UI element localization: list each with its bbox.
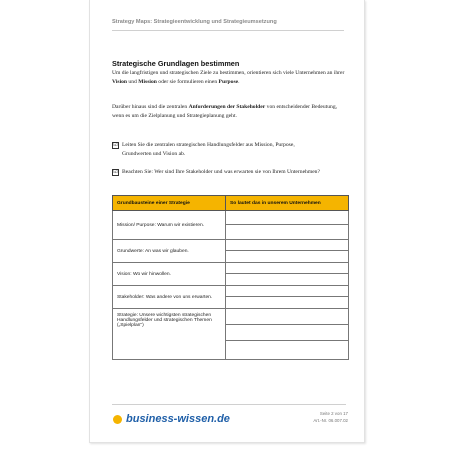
section-title: Strategische Grundlagen bestimmen (112, 59, 240, 68)
checklist-text: Beachten Sie: Wer sind Ihre Stakeholder und was erwarten sie von Ihrem Unternehmen? (122, 169, 320, 175)
table-cell-label: Grundwerte: An was wir glauben. (113, 240, 226, 263)
table-header-cell: Grundbausteine einer Strategie (113, 196, 226, 211)
table-cell-label: Stakeholder: Was andere von uns erwarten. (113, 286, 226, 309)
checklist-item (112, 141, 348, 171)
header-divider (112, 30, 344, 31)
table-cell-input[interactable] (226, 309, 349, 360)
table-row (113, 286, 349, 309)
brand-logo: business-wissen.de (126, 413, 230, 425)
table-row (113, 309, 349, 360)
table-cell-input[interactable] (226, 263, 349, 286)
stakeholder-paragraph: Darüber hinaus sind die zentralen Anforderungen der Stakeholder von entscheidender Bedeutung, wenn es um die Zielplanung und Strategieplanung geht. (112, 104, 338, 119)
checkbox-checked-icon: ☑ (113, 169, 118, 175)
table-row (113, 240, 349, 263)
logo-dot-icon (113, 415, 122, 424)
table-row (113, 263, 349, 286)
document-header: Strategy Maps: Strategieentwicklung und Strategieumsetzung (112, 19, 277, 25)
page-number: Seite 2 von 17 (319, 411, 348, 416)
table-row (113, 211, 349, 240)
table-cell-label: Strategie: Unsere wichtigsten strategischen Handlungsfelder und strategischen Themen („Spielplan") (113, 309, 226, 360)
strategy-table (112, 195, 349, 360)
table-cell-input[interactable] (226, 286, 349, 309)
checklist-text: Leiten Sie die zentralen strategischen Handlungsfelder aus Mission, Purpose, Grundwerten und Vision ab. (122, 142, 295, 157)
footer-divider (112, 404, 346, 405)
checklist-item (112, 168, 348, 198)
table-header-row (113, 196, 349, 211)
intro-paragraph: Um die langfristigen und strategischen Ziele zu bestimmen, orientieren sich viele Unternehmen an ihrer Vision und Mission oder sie formulieren einen Purpose. (112, 70, 345, 85)
article-number: Art.-Nr. 06.007.02 (313, 418, 348, 423)
table-header-cell: So lautet das in unserem Unternehmen (226, 196, 349, 211)
table-cell-label: Vision: Wo wir hinwollen. (113, 263, 226, 286)
table-cell-label: Mission/ Purpose: Warum wir existieren. (113, 211, 226, 240)
checkbox-checked-icon: ☑ (113, 142, 118, 148)
table-cell-input[interactable] (226, 211, 349, 240)
table-cell-input[interactable] (226, 240, 349, 263)
document-page (89, 0, 365, 443)
